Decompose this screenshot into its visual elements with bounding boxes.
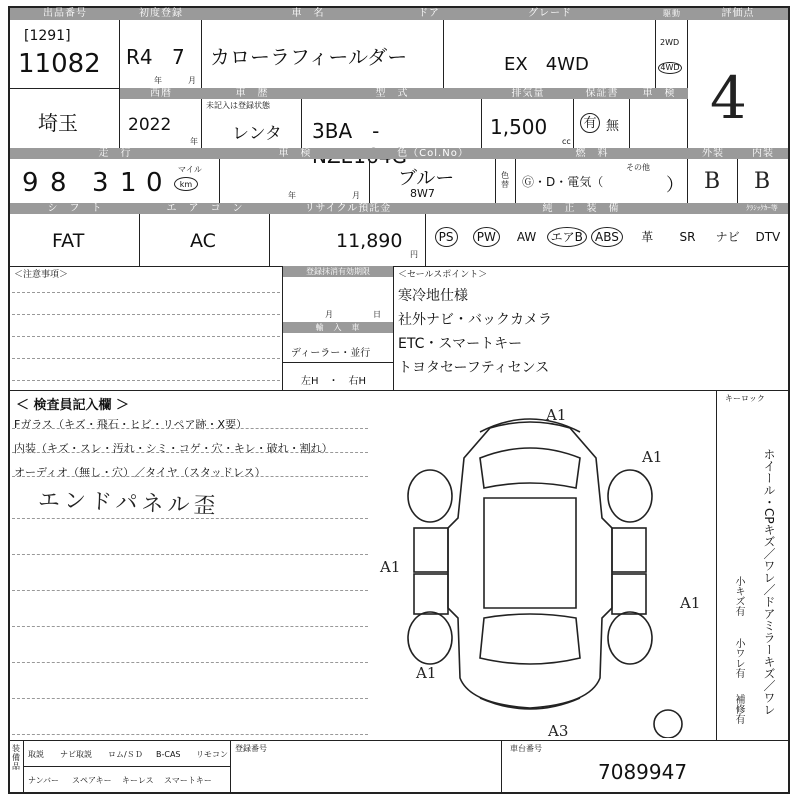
footer-item: リモコン: [196, 750, 228, 759]
inspection-header: 車 検: [220, 148, 370, 159]
sales-point: 社外ナビ・バックカメラ: [398, 312, 552, 328]
history-note: 未記入は登録状態: [206, 101, 270, 110]
right-column: [716, 390, 788, 740]
year-cell: [120, 99, 202, 148]
equipment-label: ABS: [591, 227, 623, 247]
equipment-item: [708, 224, 748, 254]
era-year: R4: [126, 45, 153, 69]
fuel-close: ）: [666, 175, 684, 196]
model-header: 車 名: [202, 8, 414, 20]
mileage-digit-4: 1: [120, 168, 137, 198]
damage-mark: A1: [546, 406, 567, 424]
door-left-front: [414, 528, 448, 572]
mileage-digit-2: 8: [50, 168, 67, 198]
extra-header: ｸﾗｼｯｸｶｰ等: [736, 203, 788, 214]
damage-mark: A1: [642, 448, 663, 466]
equipment-item: [667, 224, 707, 254]
cc-value: 1,500: [490, 115, 548, 139]
score-header: 評価点: [688, 8, 788, 20]
equipment-label: PS: [435, 227, 458, 247]
auction-sheet: [8, 6, 790, 794]
interior-line: 内装（キズ・スレ・汚れ・シミ・コゲ・穴・キレ・破れ・割れ）: [14, 442, 333, 455]
sales-point: 寒冷地仕様: [398, 288, 468, 304]
first-reg-cell: [120, 20, 202, 88]
footer-item: ナビ取説: [60, 750, 92, 759]
type-header: 型 式: [302, 88, 482, 99]
month-unit: 月: [188, 76, 196, 85]
equipment-item: [587, 224, 627, 254]
import-header: 輸 入 車: [283, 322, 393, 333]
interior-grade: B: [754, 169, 771, 194]
roof: [484, 498, 576, 608]
equipment-item: [506, 224, 546, 254]
recycle-unit: 円: [410, 250, 418, 259]
footer-item: スペアキー: [72, 776, 112, 785]
fuel-cell: [516, 159, 688, 203]
equipment-header: 純 正 装 備: [426, 203, 736, 214]
footer-item: ナンバー: [28, 776, 60, 785]
aircon-value: AC: [190, 230, 216, 252]
reg-month-label: 月: [325, 310, 333, 319]
exterior-cell: [688, 159, 738, 203]
interior-cell: [738, 159, 788, 203]
warranty-cell: [574, 99, 630, 148]
equipment-label: AW: [516, 230, 537, 244]
fuel-options: Ⓖ・D・電気（: [522, 175, 604, 189]
mileage-cell: [10, 159, 220, 203]
footer-item: B-CAS: [156, 750, 181, 759]
chassis-number: 7089947: [598, 760, 688, 784]
equipment-item: [466, 224, 506, 254]
inspection-lines: [10, 428, 370, 748]
car-diagram: [350, 398, 710, 738]
divider: [283, 362, 393, 363]
reg-day-label: 日: [373, 310, 381, 319]
mileage-digit-3: 3: [92, 168, 109, 198]
reg-no-label: 登録番号: [235, 744, 267, 753]
year-ad: 2022: [128, 115, 172, 135]
damage-mark: A1: [416, 664, 437, 682]
equipment-label: 革: [641, 230, 654, 244]
side-legend: ホイール・CPキズ／ワレ／ドアミラーキズ／ワレ: [762, 448, 776, 716]
wheel-rear-left: [408, 612, 452, 664]
warranty-header: 保証書: [574, 88, 630, 99]
displacement-header: 排気量: [482, 88, 574, 99]
equipment-label: PW: [473, 227, 500, 247]
year-ad-unit: 年: [190, 137, 198, 146]
footer-item: 取説: [28, 750, 44, 759]
reg-no-cell: [230, 740, 502, 792]
equipment-item: [627, 224, 667, 254]
color-cell: [370, 159, 496, 203]
drive-header: 駆動: [656, 8, 688, 20]
footer-item: ロム/ＳＤ: [108, 750, 143, 759]
aircon-header: エ ア コ ン: [140, 203, 270, 214]
door-right-front: [612, 528, 646, 572]
sales-point: ETC・スマートキー: [398, 336, 523, 352]
divider: [24, 766, 230, 767]
front-windshield: [480, 448, 580, 488]
cc-unit: cc: [562, 137, 571, 146]
shift-value: FAT: [52, 230, 85, 252]
inspection-date-cell: [220, 159, 370, 203]
side-sub-3: 補修有: [733, 694, 744, 724]
insp-year-unit: 年: [288, 191, 296, 200]
shift-cell: [10, 214, 140, 266]
chassis-label: 車台番号: [510, 744, 542, 753]
sales-label: ＜セールスポイント＞: [398, 270, 488, 280]
side-sub-1: 小キズ有: [733, 576, 744, 616]
unit-km: km: [174, 177, 198, 191]
history-value: レンタ: [232, 124, 282, 144]
chassis-cell: [502, 740, 788, 792]
rear-windshield: [480, 614, 580, 664]
region-header: 西暦: [120, 88, 202, 99]
damage-mark: A1: [380, 558, 401, 576]
registration-cell: [282, 266, 394, 390]
history-header: 車 歴: [202, 88, 302, 99]
car-name: カローラフィールダー: [210, 45, 408, 69]
unit-mile: マイル: [178, 165, 202, 174]
recycle-fee: 11,890: [336, 230, 403, 252]
round-mark: [654, 710, 682, 738]
warranty-yes: 有: [580, 113, 600, 133]
wheel-front-left: [408, 470, 452, 522]
exterior-grade: B: [704, 169, 721, 194]
caution-label: ＜注意事項＞: [14, 270, 69, 280]
model-code: 3BA -: [312, 119, 380, 143]
prefecture-cell: [10, 88, 120, 148]
dealer-parallel: ディーラー・並行: [291, 348, 371, 359]
lot-cell: [10, 20, 120, 88]
footer-item: キーレス: [122, 776, 154, 785]
shift-header: シ フ ト: [10, 203, 140, 214]
grade-cell: [444, 20, 656, 88]
drive-2wd: 2WD: [660, 38, 680, 47]
equipment-label: SR: [679, 230, 696, 244]
registration-header: 登録抹消有効期限: [283, 266, 393, 277]
door-header: ドア: [414, 8, 444, 20]
handwritten-note: エンドパネル歪: [37, 487, 220, 520]
equipment-list: [426, 214, 788, 266]
sales-points: [398, 284, 552, 380]
footer-items: [24, 740, 230, 792]
equipment-item: [748, 224, 788, 254]
divider: [10, 390, 788, 391]
score-value: 4: [710, 64, 747, 132]
inspection-title: ＜ 検査員記入欄 ＞: [16, 398, 130, 413]
color-change-cell: [496, 159, 516, 203]
color-change: 色替: [501, 171, 509, 189]
side-sub-2: 小ワレ有: [733, 638, 744, 678]
equipment-item: [547, 224, 587, 254]
interior-header: 内装: [738, 148, 788, 159]
footer-side-label: [10, 740, 24, 792]
car-body-outline: [448, 422, 612, 708]
insp-month-unit: 月: [352, 191, 360, 200]
lot-no-header: 出品番号: [10, 8, 120, 20]
wheel-front-right: [608, 470, 652, 522]
sales-point: トヨタセーフティセンス: [398, 360, 550, 376]
fuel-other: その他: [626, 163, 650, 172]
score-cell: [688, 20, 788, 148]
equipment-item: [426, 224, 466, 254]
recycle-fee-header: リサイクル預託金: [270, 203, 426, 214]
equipment-label: DTV: [755, 230, 781, 244]
lot-prefix: [1291]: [24, 28, 71, 44]
cc-cell: [482, 99, 574, 148]
fuel-header: 燃 料: [496, 148, 688, 159]
drive-4wd: 4WD: [658, 62, 682, 74]
grade-value: EX 4WD: [504, 54, 589, 75]
windshield-line: Fガラス（キズ・飛石・ヒビ・リペア跡・X要）: [14, 418, 248, 431]
mileage-header: 走 行: [10, 148, 220, 159]
drive-cell: [656, 20, 688, 88]
equipment-items-label: 装備品: [12, 744, 20, 771]
first-reg-header: 初度登録: [120, 8, 202, 20]
history-cell: [202, 99, 302, 148]
equipment-label: エアB: [547, 227, 587, 247]
inspection-cell: [630, 99, 688, 148]
wheel-rear-right: [608, 612, 652, 664]
aircon-cell: [140, 214, 270, 266]
footer-item: スマートキー: [164, 776, 212, 785]
recycle-header: 車 検: [630, 88, 688, 99]
damage-mark: A1: [680, 594, 701, 612]
equipment-label: ナビ: [715, 230, 740, 244]
caution-lines: [10, 278, 282, 390]
damage-mark: A3: [548, 722, 569, 738]
color-code: 8W7: [410, 187, 435, 200]
year-unit: 年: [154, 76, 162, 85]
key-lock-label: キーロック: [725, 394, 765, 403]
exterior-header: 外装: [688, 148, 738, 159]
grade-header: グレード: [444, 8, 656, 20]
warranty-no: 無: [606, 119, 620, 134]
door-right-rear: [612, 574, 646, 614]
reg-month: 7: [172, 45, 185, 69]
audio-tire-line: オーディオ（無し・穴）／タイヤ（スタッドレス）: [14, 466, 266, 479]
color-name: ブルー: [398, 167, 455, 189]
model-code-cell: [302, 99, 482, 148]
mileage-digit-1: 9: [22, 168, 39, 198]
lot-number: 11082: [18, 49, 101, 79]
door-left-rear: [414, 574, 448, 614]
mileage-digit-5: 0: [146, 168, 163, 198]
car-name-cell: [202, 20, 444, 88]
recycle-fee-cell: [270, 214, 426, 266]
color-header: 色（Col.No）: [370, 148, 496, 159]
steering-side: 左H ・ 右H: [301, 376, 367, 387]
prefecture: 埼玉: [38, 111, 78, 135]
